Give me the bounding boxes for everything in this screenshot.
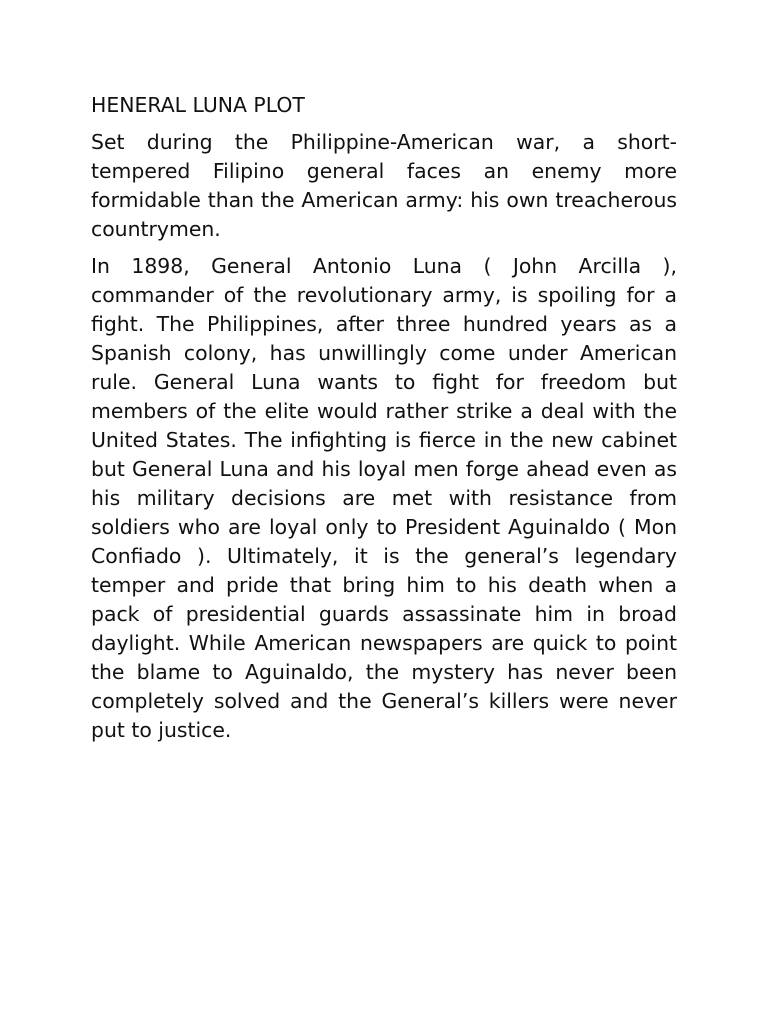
- paragraph-plot: In 1898, General Antonio Luna ( John Arcilla ), commander of the revolutionary army, is spoiling for a fight. The Philippines, after three hundred years as a Spanish colony, has unwillingly come under American rule. General Luna wants to fight for freedom but members of the elite would rather strike a deal with the United States. The infighting is fierce in the new cabinet but General Luna and his loyal men forge ahead even as his military decisions are met with resistance from soldiers who are loyal only to President Aguinaldo ( Mon Confiado ). Ultimately, it is the general’s legendary temper and pride that bring him to his death when a pack of presidential guards assassinate him in broad daylight. While American newspapers are quick to point the blame to Aguinaldo, the mystery has never been completely solved and the General’s killers were never put to justice.: [91, 254, 677, 742]
- paragraph-intro: Set during the Philippine-American war, a short-tempered Filipino general faces an enemy more formidable than the American army: his own treacherous countrymen.: [91, 130, 677, 241]
- document-body: [91, 91, 677, 753]
- document-title: HENERAL LUNA PLOT: [91, 93, 305, 117]
